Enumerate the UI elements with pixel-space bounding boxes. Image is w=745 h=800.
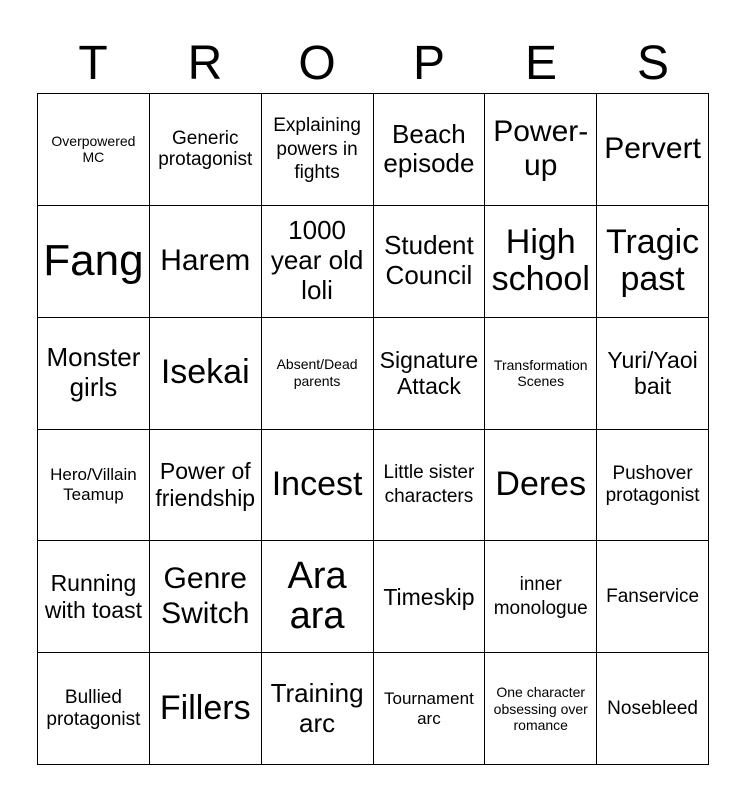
bingo-cell[interactable]: One character obsessing over romance <box>485 653 597 765</box>
bingo-cell[interactable]: Hero/Villain Teamup <box>38 430 150 542</box>
bingo-cell[interactable]: Training arc <box>262 653 374 765</box>
bingo-cell[interactable]: inner monologue <box>485 541 597 653</box>
header-letter: P <box>412 37 445 90</box>
bingo-cell[interactable]: Yuri/Yaoi bait <box>597 318 709 430</box>
bingo-cell[interactable]: Timeskip <box>374 541 486 653</box>
bingo-cell[interactable]: Fanservice <box>597 541 709 653</box>
bingo-cell[interactable]: Fang <box>38 206 150 318</box>
header-letter: E <box>524 37 557 90</box>
header-letter: S <box>636 37 669 90</box>
bingo-cell[interactable]: Running with toast <box>38 541 150 653</box>
bingo-cell[interactable]: Signature Attack <box>374 318 486 430</box>
header-letter: R <box>187 37 223 90</box>
bingo-cell[interactable]: Overpowered MC <box>38 94 150 206</box>
bingo-cell[interactable]: Fillers <box>150 653 262 765</box>
bingo-cell[interactable]: Tournament arc <box>374 653 486 765</box>
bingo-cell[interactable]: Monster girls <box>38 318 150 430</box>
bingo-cell[interactable]: Pervert <box>597 94 709 206</box>
bingo-cell[interactable]: Beach episode <box>374 94 486 206</box>
bingo-cell[interactable]: Student Council <box>374 206 486 318</box>
bingo-cell[interactable]: Incest <box>262 430 374 542</box>
bingo-cell[interactable]: Little sister characters <box>374 430 486 542</box>
bingo-cell[interactable]: Transformation Scenes <box>485 318 597 430</box>
bingo-cell[interactable]: Generic protagonist <box>150 94 262 206</box>
bingo-cell[interactable]: 1000 year old loli <box>262 206 374 318</box>
bingo-cell[interactable]: Absent/Dead parents <box>262 318 374 430</box>
bingo-cell[interactable]: Explaining powers in fights <box>262 94 374 206</box>
bingo-board <box>37 93 709 765</box>
header-letter: O <box>298 37 336 90</box>
header-letter: T <box>78 37 108 90</box>
bingo-cell[interactable]: High school <box>485 206 597 318</box>
bingo-cell[interactable]: Genre Switch <box>150 541 262 653</box>
bingo-cell[interactable]: Ara ara <box>262 541 374 653</box>
bingo-cell[interactable]: Tragic past <box>597 206 709 318</box>
bingo-cell[interactable]: Deres <box>485 430 597 542</box>
bingo-cell[interactable]: Harem <box>150 206 262 318</box>
bingo-cell[interactable]: Nosebleed <box>597 653 709 765</box>
bingo-cell[interactable]: Bullied protagonist <box>38 653 150 765</box>
bingo-cell[interactable]: Isekai <box>150 318 262 430</box>
bingo-cell[interactable]: Pushover protagonist <box>597 430 709 542</box>
bingo-cell[interactable]: Power of friendship <box>150 430 262 542</box>
bingo-cell[interactable]: Power-up <box>485 94 597 206</box>
board-title <box>37 36 709 92</box>
